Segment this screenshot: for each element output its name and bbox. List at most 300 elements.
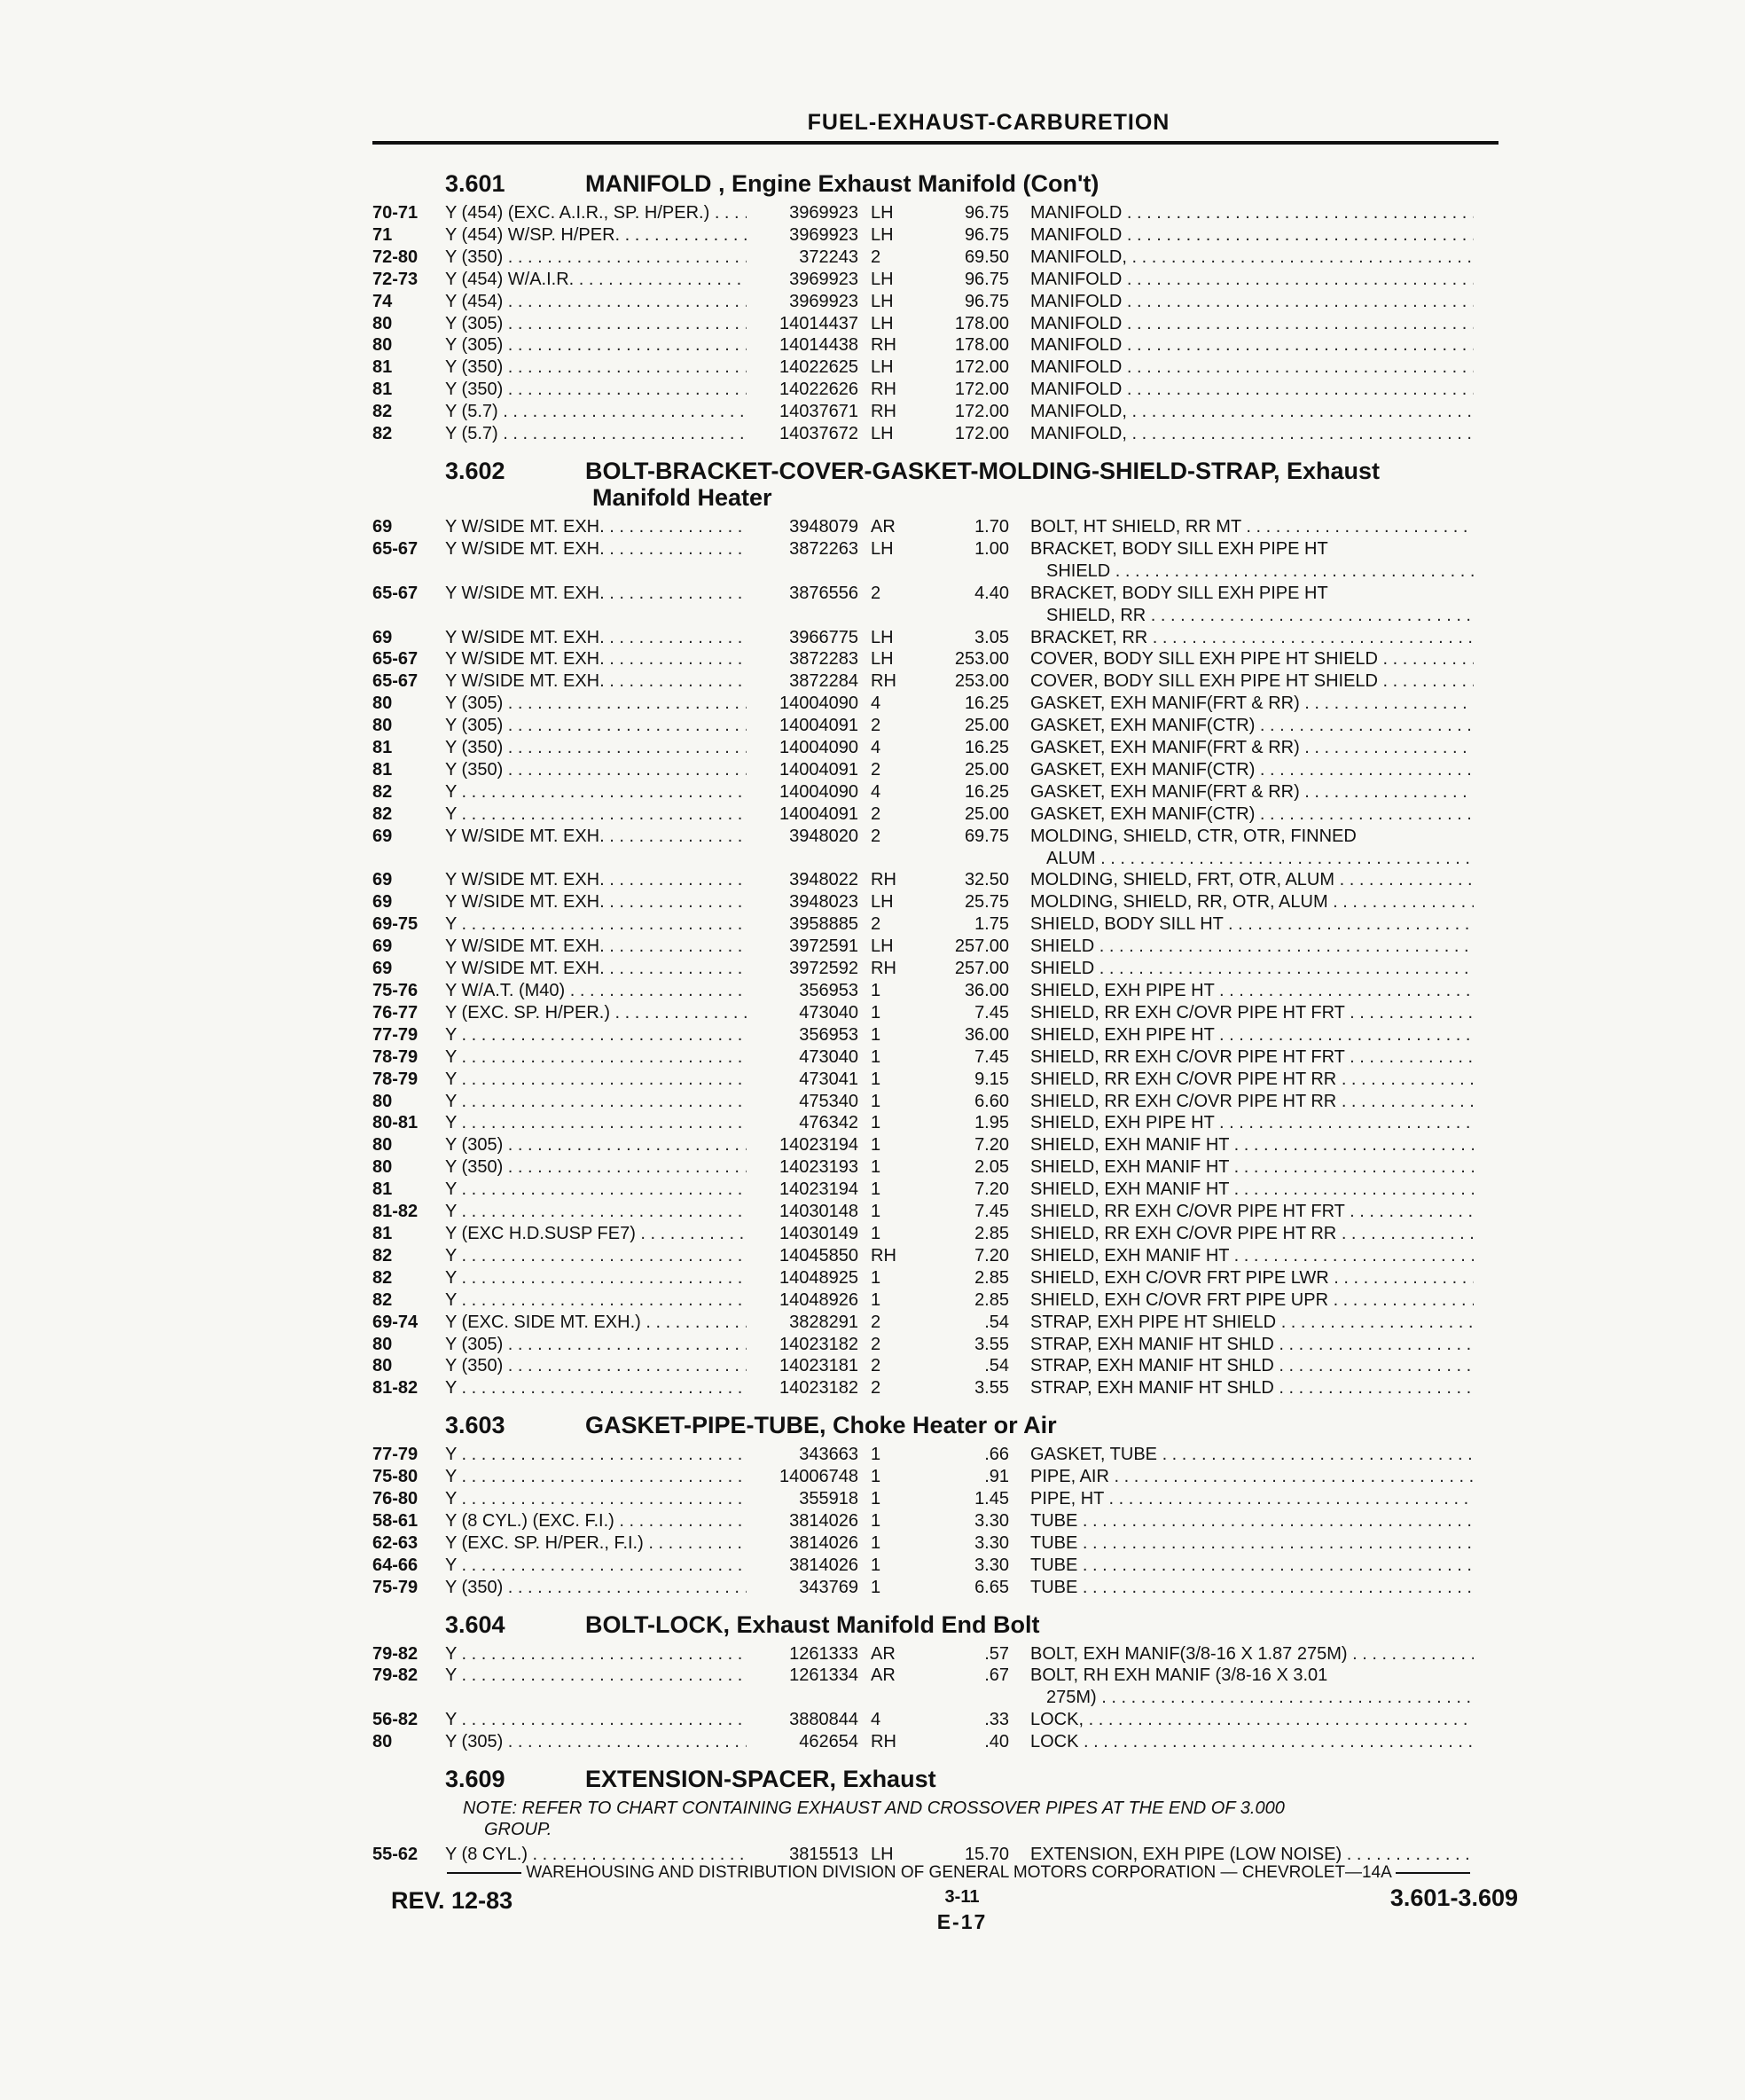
application: Y (350) . . . xyxy=(445,247,747,269)
application: Y . . . xyxy=(445,1709,747,1731)
description xyxy=(1009,1312,1474,1334)
price: 2.85 xyxy=(974,1223,1009,1243)
part-number: 14023181 xyxy=(779,1356,858,1376)
part-number: 3972592 xyxy=(789,959,858,979)
quantity: RH xyxy=(871,402,896,422)
model-years: 62-63 xyxy=(372,1532,419,1553)
price: 3.55 xyxy=(974,1378,1009,1399)
description xyxy=(1009,1201,1474,1223)
table-row xyxy=(372,1665,1516,1709)
model-years: 64-66 xyxy=(372,1555,419,1575)
quantity: 1 xyxy=(871,1046,881,1067)
table-row xyxy=(372,1223,1516,1245)
price: 3.55 xyxy=(974,1334,1009,1354)
table-row xyxy=(372,737,1516,759)
price: 253.00 xyxy=(954,671,1009,692)
description xyxy=(1009,980,1474,1002)
quantity: AR xyxy=(871,516,896,537)
description xyxy=(1009,913,1474,936)
model-years: 80-81 xyxy=(372,1113,419,1133)
parts-table xyxy=(372,516,1516,1399)
table-row xyxy=(372,1091,1516,1113)
table-row xyxy=(372,1355,1516,1377)
part-number: 3958885 xyxy=(789,914,858,935)
quantity: 1 xyxy=(871,1202,881,1222)
quantity: 2 xyxy=(871,583,881,603)
description xyxy=(1009,357,1474,379)
price: 96.75 xyxy=(964,291,1009,311)
application: Y . . . xyxy=(445,781,747,803)
table-row xyxy=(372,1267,1516,1289)
part-number: 356953 xyxy=(799,1024,858,1045)
section-number: 3.603 xyxy=(445,1412,505,1439)
description xyxy=(1009,1046,1474,1069)
description-text: STRAP, EXH MANIF HT SHLD xyxy=(1030,1378,1274,1399)
price: 96.75 xyxy=(964,269,1009,289)
table-row xyxy=(372,891,1516,913)
part-number: 3814026 xyxy=(789,1510,858,1531)
description-text: GASKET, EXH MANIF(CTR) xyxy=(1030,803,1256,824)
part-number: 14030148 xyxy=(779,1202,858,1222)
model-years: 69 xyxy=(372,892,393,913)
parts-table xyxy=(372,1444,1516,1598)
description-text: SHIELD, EXH PIPE HT xyxy=(1030,981,1215,1000)
application: Y (454) . . . xyxy=(445,291,747,313)
section-heading xyxy=(372,170,1516,197)
model-years: 80 xyxy=(372,1334,393,1354)
description xyxy=(1009,1156,1474,1179)
application: Y (305) . . . xyxy=(445,1334,747,1356)
model-years: 69-75 xyxy=(372,914,419,935)
description xyxy=(1009,1334,1474,1356)
model-years: 58-61 xyxy=(372,1510,419,1531)
price: 1.45 xyxy=(974,1489,1009,1509)
description-text: BOLT, RH EXH MANIF (3/8-16 X 3.01 xyxy=(1030,1665,1328,1686)
table-row xyxy=(372,913,1516,936)
part-number: 14014437 xyxy=(779,313,858,333)
description-text: GASKET, EXH MANIF(FRT & RR) xyxy=(1030,738,1300,758)
price: 6.60 xyxy=(974,1091,1009,1111)
table-row xyxy=(372,1046,1516,1069)
table-row xyxy=(372,269,1516,291)
model-years: 80 xyxy=(372,1157,393,1178)
model-years: 81 xyxy=(372,357,393,378)
price: 96.75 xyxy=(964,203,1009,223)
application: Y W/SIDE MT. EXH. . . . xyxy=(445,869,747,891)
model-years: 80 xyxy=(372,1135,393,1156)
description xyxy=(1009,313,1474,335)
description-text: TUBE xyxy=(1030,1532,1078,1553)
description-line2: ALUM . . . xyxy=(1030,848,1474,870)
description xyxy=(1009,958,1474,980)
quantity: AR xyxy=(871,1665,896,1686)
quantity: 1 xyxy=(871,1289,881,1310)
footer-rule-right xyxy=(1396,1872,1470,1874)
quantity: 2 xyxy=(871,247,881,267)
price: 7.45 xyxy=(974,1202,1009,1222)
application: Y . . . xyxy=(445,1643,747,1665)
section-title: BOLT-BRACKET-COVER-GASKET-MOLDING-SHIELD-STRAP, Exhaust xyxy=(585,457,1381,484)
description-text: MANIFOLD xyxy=(1030,269,1123,289)
description-text: SHIELD, RR EXH C/OVR PIPE HT RR xyxy=(1030,1091,1337,1111)
price: 25.00 xyxy=(964,803,1009,824)
section-title: MANIFOLD , Engine Exhaust Manifold (Con't) xyxy=(585,170,1099,197)
quantity: 1 xyxy=(871,1489,881,1509)
quantity: LH xyxy=(871,313,894,333)
application: Y . . . xyxy=(445,1024,747,1046)
part-number: 14004091 xyxy=(779,716,858,736)
description-text: TUBE xyxy=(1030,1510,1078,1531)
model-years: 55-62 xyxy=(372,1845,419,1865)
description xyxy=(1009,202,1474,224)
price: 69.50 xyxy=(964,247,1009,267)
table-row xyxy=(372,693,1516,715)
table-row xyxy=(372,1245,1516,1267)
application: Y (EXC. SIDE MT. EXH.) . . . xyxy=(445,1312,747,1334)
description-text: SHIELD, EXH PIPE HT xyxy=(1030,1024,1215,1045)
page-sub-number: E-17 xyxy=(936,1910,988,1933)
description-text: SHIELD, EXH MANIF HT xyxy=(1030,1157,1230,1178)
description xyxy=(1009,1112,1474,1134)
model-years: 80 xyxy=(372,716,393,736)
description xyxy=(1009,1555,1474,1577)
application: Y (5.7) . . . xyxy=(445,423,747,445)
section-number: 3.602 xyxy=(445,457,505,484)
application: Y (454) W/A.I.R. . . . xyxy=(445,269,747,291)
price: 6.65 xyxy=(974,1577,1009,1597)
model-years: 81-82 xyxy=(372,1378,419,1399)
description xyxy=(1009,1709,1474,1731)
table-row xyxy=(372,423,1516,445)
table-row xyxy=(372,1731,1516,1753)
part-number: 3969923 xyxy=(789,269,858,289)
quantity: 1 xyxy=(871,1467,881,1487)
section-heading xyxy=(372,1766,1516,1792)
model-years: 78-79 xyxy=(372,1046,419,1067)
section-title: EXTENSION-SPACER, Exhaust xyxy=(585,1766,936,1793)
part-number: 343769 xyxy=(799,1577,858,1597)
quantity: 1 xyxy=(871,1135,881,1156)
description-text: BRACKET, BODY SILL EXH PIPE HT xyxy=(1030,538,1328,559)
application: Y (8 CYL.) (EXC. F.I.) . . . xyxy=(445,1510,747,1532)
table-row xyxy=(372,516,1516,538)
description xyxy=(1009,670,1474,693)
part-number: 473040 xyxy=(799,1046,858,1067)
application: Y . . . xyxy=(445,1555,747,1577)
description-text: SHIELD, EXH MANIF HT xyxy=(1030,1135,1230,1156)
model-years: 76-80 xyxy=(372,1489,419,1509)
part-number: 3969923 xyxy=(789,203,858,223)
description xyxy=(1009,224,1474,247)
price: 253.00 xyxy=(954,649,1009,670)
application: Y (305) . . . xyxy=(445,693,747,715)
description xyxy=(1009,291,1474,313)
quantity: LH xyxy=(871,424,894,444)
section-number: 3.609 xyxy=(445,1766,505,1793)
model-years: 69 xyxy=(372,870,393,890)
application: Y (454) W/SP. H/PER. . . . xyxy=(445,224,747,247)
application: Y . . . xyxy=(445,1267,747,1289)
model-years: 82 xyxy=(372,1289,393,1310)
part-number: 14004090 xyxy=(779,693,858,714)
application: Y . . . xyxy=(445,1289,747,1312)
description-text: MANIFOLD xyxy=(1030,313,1123,333)
price: 16.25 xyxy=(964,781,1009,802)
description-text: MANIFOLD xyxy=(1030,380,1123,400)
description xyxy=(1009,1069,1474,1091)
application: Y (350) . . . xyxy=(445,1355,747,1377)
description xyxy=(1009,1091,1474,1113)
part-number: 14014438 xyxy=(779,335,858,356)
model-years: 65-67 xyxy=(372,538,419,559)
quantity: LH xyxy=(871,538,894,559)
price: 16.25 xyxy=(964,738,1009,758)
application: Y . . . xyxy=(445,913,747,936)
table-row xyxy=(372,1377,1516,1399)
model-years: 76-77 xyxy=(372,1002,419,1023)
description xyxy=(1009,1377,1474,1399)
application: Y . . . xyxy=(445,1466,747,1488)
quantity: 4 xyxy=(871,1710,881,1730)
parts-table xyxy=(372,202,1516,445)
part-number: 473041 xyxy=(799,1069,858,1089)
description xyxy=(1009,693,1474,715)
description xyxy=(1009,401,1474,423)
part-number: 3828291 xyxy=(789,1312,858,1332)
quantity: 4 xyxy=(871,738,881,758)
application: Y . . . xyxy=(445,1377,747,1399)
section-range: 3.601-3.609 xyxy=(1389,1885,1518,1911)
price: .40 xyxy=(984,1732,1009,1752)
price: 15.70 xyxy=(964,1845,1009,1865)
price: 172.00 xyxy=(954,380,1009,400)
part-number: 14030149 xyxy=(779,1223,858,1243)
table-row xyxy=(372,1466,1516,1488)
quantity: AR xyxy=(871,1643,896,1664)
price: 3.05 xyxy=(974,627,1009,647)
model-years: 69 xyxy=(372,936,393,957)
quantity: 2 xyxy=(871,1334,881,1354)
table-row xyxy=(372,715,1516,737)
section-block xyxy=(372,1611,1516,1754)
application: Y (305) . . . xyxy=(445,334,747,357)
price: 172.00 xyxy=(954,357,1009,378)
price: 25.00 xyxy=(964,716,1009,736)
section-heading xyxy=(372,1412,1516,1438)
quantity: 2 xyxy=(871,803,881,824)
description xyxy=(1009,1532,1474,1555)
description-text: GASKET, EXH MANIF(FRT & RR) xyxy=(1030,693,1300,714)
model-years: 80 xyxy=(372,335,393,356)
application: Y (EXC. SP. H/PER.) . . . xyxy=(445,1002,747,1024)
quantity: 4 xyxy=(871,781,881,802)
model-years: 78-79 xyxy=(372,1069,419,1089)
description-text: SHIELD, RR EXH C/OVR PIPE HT RR xyxy=(1030,1223,1337,1243)
table-row xyxy=(372,1002,1516,1024)
description xyxy=(1009,1267,1474,1289)
footer-rule-left xyxy=(447,1872,521,1874)
table-row xyxy=(372,357,1516,379)
price: 32.50 xyxy=(964,870,1009,890)
table-row xyxy=(372,1643,1516,1665)
price: 16.25 xyxy=(964,693,1009,714)
model-years: 69 xyxy=(372,826,393,846)
description-text: SHIELD, EXH C/OVR FRT PIPE LWR xyxy=(1030,1267,1329,1288)
application: Y (350) . . . xyxy=(445,1156,747,1179)
section-title: GASKET-PIPE-TUBE, Choke Heater or Air xyxy=(585,1412,1057,1439)
description-text: TUBE xyxy=(1030,1555,1078,1575)
description-text: SHIELD, RR EXH C/OVR PIPE HT FRT xyxy=(1030,1046,1345,1067)
table-row xyxy=(372,1201,1516,1223)
quantity: LH xyxy=(871,649,894,670)
description xyxy=(1009,826,1474,870)
price: 172.00 xyxy=(954,402,1009,422)
quantity: LH xyxy=(871,203,894,223)
part-number: 3948023 xyxy=(789,892,858,913)
quantity: LH xyxy=(871,269,894,289)
description-text: STRAP, EXH MANIF HT SHLD xyxy=(1030,1356,1274,1376)
application: Y . . . xyxy=(445,1444,747,1466)
quantity: 1 xyxy=(871,1577,881,1597)
description xyxy=(1009,737,1474,759)
quantity: LH xyxy=(871,291,894,311)
description xyxy=(1009,648,1474,670)
model-years: 82 xyxy=(372,803,393,824)
description xyxy=(1009,1134,1474,1156)
model-years: 81 xyxy=(372,759,393,780)
description-text: BOLT, HT SHIELD, RR MT xyxy=(1030,516,1241,537)
part-number: 475340 xyxy=(799,1091,858,1111)
description-text: SHIELD, EXH PIPE HT xyxy=(1030,1113,1215,1133)
part-number: 3969923 xyxy=(789,224,858,245)
quantity: 1 xyxy=(871,1002,881,1023)
description xyxy=(1009,1024,1474,1046)
application: Y (305) . . . xyxy=(445,1731,747,1753)
quantity: 2 xyxy=(871,1356,881,1376)
description xyxy=(1009,516,1474,538)
application: Y (EXC H.D.SUSP FE7) . . . xyxy=(445,1223,747,1245)
part-number: 476342 xyxy=(799,1113,858,1133)
table-row xyxy=(372,781,1516,803)
model-years: 71 xyxy=(372,224,393,245)
part-number: 14023193 xyxy=(779,1157,858,1178)
application: Y . . . xyxy=(445,1046,747,1069)
part-number: 14048925 xyxy=(779,1267,858,1288)
table-row xyxy=(372,379,1516,401)
model-years: 81 xyxy=(372,738,393,758)
model-years: 81 xyxy=(372,1223,393,1243)
description xyxy=(1009,1466,1474,1488)
section-block xyxy=(372,1766,1516,1866)
description xyxy=(1009,583,1474,627)
description-text: SHIELD, EXH MANIF HT xyxy=(1030,1245,1230,1265)
price: 4.40 xyxy=(974,583,1009,603)
price: 172.00 xyxy=(954,424,1009,444)
price: 2.85 xyxy=(974,1267,1009,1288)
description xyxy=(1009,759,1474,781)
quantity: 1 xyxy=(871,981,881,1000)
application: Y (350) . . . xyxy=(445,379,747,401)
description xyxy=(1009,1444,1474,1466)
table-row xyxy=(372,627,1516,649)
price: 36.00 xyxy=(964,981,1009,1000)
table-row xyxy=(372,936,1516,958)
price: 69.75 xyxy=(964,826,1009,846)
model-years: 80 xyxy=(372,1091,393,1111)
price: 9.15 xyxy=(974,1069,1009,1089)
description-text: MANIFOLD xyxy=(1030,335,1123,356)
price: 1.00 xyxy=(974,538,1009,559)
description-text: MANIFOLD xyxy=(1030,224,1123,245)
description-text: LOCK, xyxy=(1030,1710,1084,1730)
part-number: 3814026 xyxy=(789,1532,858,1553)
description-line2: 275M) . . . xyxy=(1030,1687,1474,1709)
quantity: LH xyxy=(871,357,894,378)
part-number: 14048926 xyxy=(779,1289,858,1310)
description-text: MANIFOLD, xyxy=(1030,402,1127,422)
part-number: 14004091 xyxy=(779,803,858,824)
model-years: 82 xyxy=(372,402,393,422)
part-number: 3814026 xyxy=(789,1555,858,1575)
part-number: 3948022 xyxy=(789,870,858,890)
application: Y (350) . . . xyxy=(445,759,747,781)
part-number: 3948020 xyxy=(789,826,858,846)
part-number: 14023182 xyxy=(779,1378,858,1399)
part-number: 3972591 xyxy=(789,936,858,957)
description-text: STRAP, EXH MANIF HT SHLD xyxy=(1030,1334,1274,1354)
table-row xyxy=(372,1312,1516,1334)
description-text: SHIELD xyxy=(1030,959,1095,979)
description-text: LOCK xyxy=(1030,1732,1079,1752)
description xyxy=(1009,1643,1474,1665)
quantity: 2 xyxy=(871,1312,881,1332)
table-row xyxy=(372,401,1516,423)
model-years: 77-79 xyxy=(372,1445,419,1465)
application: Y W/SIDE MT. EXH. . . . xyxy=(445,583,747,627)
application: Y (305) . . . xyxy=(445,715,747,737)
description xyxy=(1009,1731,1474,1753)
part-number: 14037672 xyxy=(779,424,858,444)
section-note xyxy=(463,1798,1516,1840)
price: 3.30 xyxy=(974,1510,1009,1531)
table-row xyxy=(372,826,1516,870)
application: Y (305) . . . xyxy=(445,1134,747,1156)
quantity: RH xyxy=(871,335,896,356)
model-years: 79-82 xyxy=(372,1665,419,1686)
part-number: 14023194 xyxy=(779,1179,858,1200)
section-heading xyxy=(372,458,1516,511)
table-row xyxy=(372,1024,1516,1046)
description xyxy=(1009,1223,1474,1245)
application: Y W/A.T. (M40) . . . xyxy=(445,980,747,1002)
model-years: 80 xyxy=(372,1356,393,1376)
part-number: 1261333 xyxy=(789,1643,858,1664)
quantity: 4 xyxy=(871,693,881,714)
part-number: 14022626 xyxy=(779,380,858,400)
running-head-text: FUEL-EXHAUST-CARBURETION xyxy=(807,110,1170,135)
price: 1.75 xyxy=(974,914,1009,935)
section-block xyxy=(372,1412,1516,1598)
quantity: RH xyxy=(871,671,896,692)
model-years: 72-73 xyxy=(372,269,419,289)
model-years: 80 xyxy=(372,693,393,714)
price: .54 xyxy=(984,1312,1009,1332)
part-number: 3872284 xyxy=(789,671,858,692)
quantity: 2 xyxy=(871,759,881,780)
quantity: LH xyxy=(871,936,894,957)
description xyxy=(1009,379,1474,401)
quantity: 1 xyxy=(871,1091,881,1111)
